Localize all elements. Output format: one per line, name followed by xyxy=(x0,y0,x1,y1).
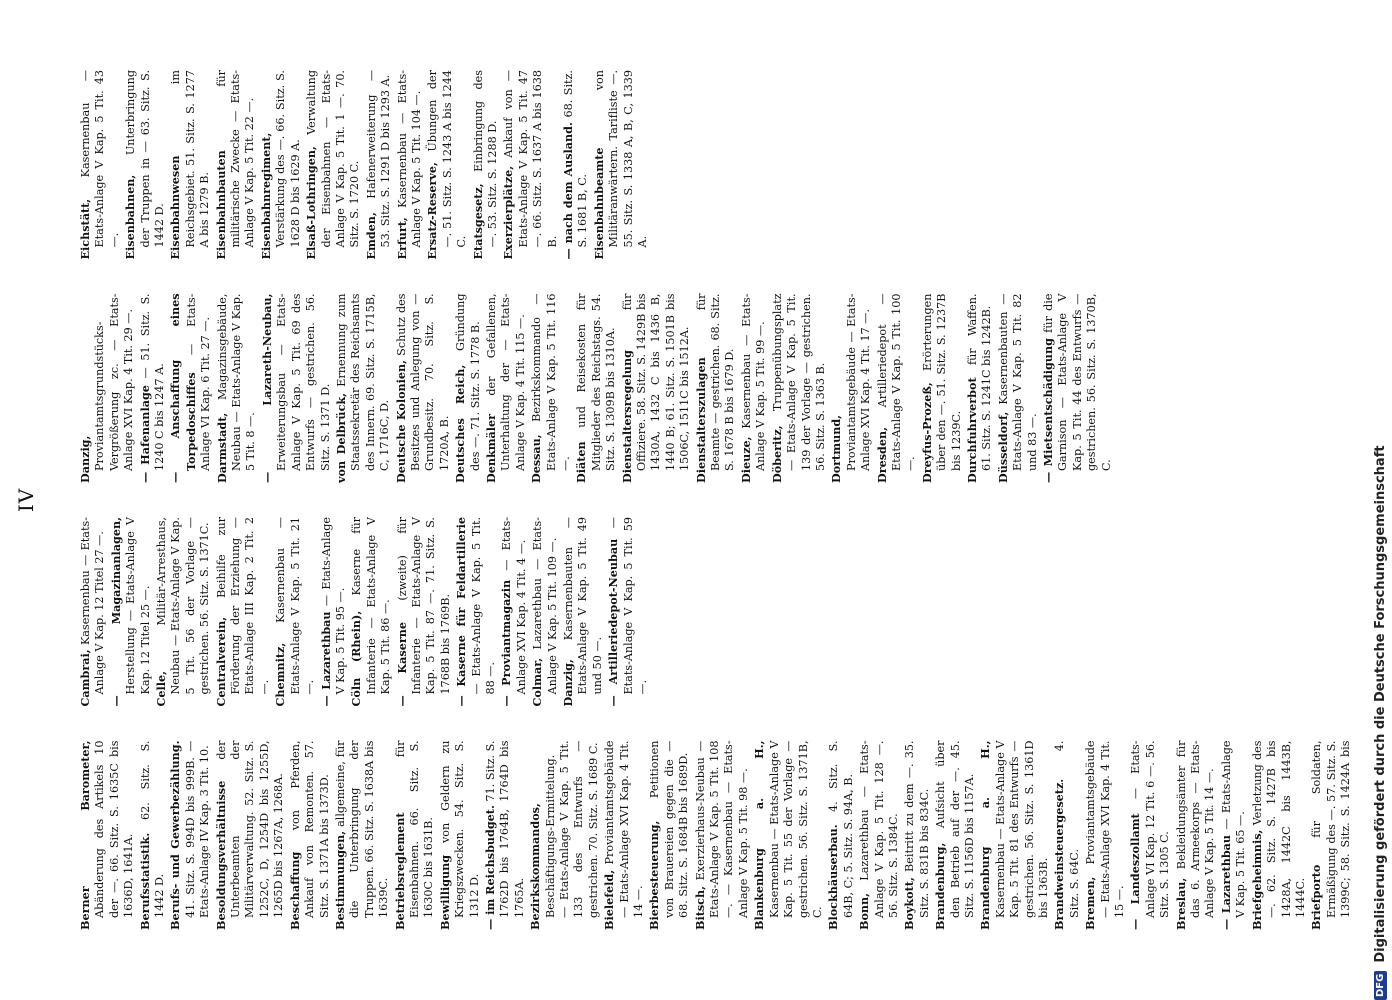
footer-text: Digitalisierung gefördert durch die Deutsche Forschungsgemeinschaft xyxy=(1373,445,1388,963)
entry-reference: Einbringung des —. 53. Sitz. S. 1288 D. xyxy=(471,70,499,248)
entry-reference: Kaserne für Infanterie — Etats-Anlage V Kap. 5 Tit. 86 —. xyxy=(350,517,393,695)
entry-reference: Kasernenbau — Etats-Anlage V Kap. 5 Tit. 43 —. xyxy=(79,70,121,248)
entry-keyword: Celle, xyxy=(154,670,169,707)
index-entry xyxy=(1309,741,1352,931)
entry-keyword: Bezirkskommandos, xyxy=(528,803,543,930)
index-entry xyxy=(259,70,303,260)
index-entry xyxy=(694,294,738,484)
entry-keyword: Centralverein, xyxy=(213,616,228,707)
entry-reference: Bekleidungsämter für das 6. Armeekorps — Etats-Anlage V Kap. 5 Tit. 14 —. xyxy=(1174,740,1217,918)
entry-reference: von Militäranwärtern. Tarifliste —. 55. Sitz. S. 1338 A, B, C, 1339 A. xyxy=(592,70,650,248)
entry-keyword: Blockhäuserbau. xyxy=(826,824,841,930)
index-entry xyxy=(826,741,856,931)
entry-reference: — Etats-Anlage XVI Kap. 4 Tit. 4 —. xyxy=(500,517,528,695)
index-entry xyxy=(770,294,829,484)
entry-keyword: Düsseldorf, xyxy=(995,411,1010,483)
index-entry xyxy=(647,741,691,931)
index-entry xyxy=(393,741,437,931)
index-entry xyxy=(602,741,646,931)
entry-keyword: Brandenburg a. H., xyxy=(978,740,993,930)
entry-keyword: Dieuze, xyxy=(738,436,753,483)
entry-keyword: — Artilleriedepot-Neubau xyxy=(606,538,621,707)
entry-keyword: Bewilligung xyxy=(437,854,452,930)
entry-reference: für Beamte — gestrichen. 68. Sitz. S. 1678 B bis 1679 D. xyxy=(694,293,737,471)
entry-keyword: — Kaserne für Feldartillerie xyxy=(454,517,469,707)
entry-keyword: Danzig, xyxy=(78,435,92,483)
entry-keyword: Cöln (Rhein), xyxy=(349,610,364,707)
index-entry xyxy=(875,294,919,484)
index-entry xyxy=(273,517,317,707)
entry-keyword: — Lazareth-Neubau, xyxy=(259,293,274,483)
entry-reference: Petitionen von Brauereien gegen die — 68. Sitz. S. 1684B bis 1689D. xyxy=(648,740,691,918)
index-entry xyxy=(529,294,573,484)
entry-reference: von Pferden, Ankauf von Remonten. 57. Sitz. S. 1371A bis 1373D. xyxy=(288,740,331,918)
entry-reference: Ernennung zum Staatssekretär des Reichsamts des Innern. 69. Sitz. S. 1715B, C, 1716C, D. xyxy=(334,293,392,471)
entry-keyword: Briefporto xyxy=(1309,864,1324,930)
entry-reference: für Waffen. 61. Sitz. S. 1241C bis 1242B. xyxy=(965,293,994,471)
dfg-logo: DFG xyxy=(1374,971,1387,1000)
entry-reference: 71. Sitz. S. 1762D bis 1764B, 1764D bis 1765A. xyxy=(483,740,526,918)
index-entry xyxy=(499,517,529,707)
entry-keyword: Cambrai, xyxy=(78,649,92,707)
entry-reference: 41. Sitz. S. 994D bis 999B. — Etats-Anlage IV Kap. 3 Tit. 10. xyxy=(183,740,212,918)
entry-reference: Truppenübungsplatz — Etats-Anlage V Kap. 5 Tit. 139 der Vorlage — gestrichen. 56. Sitz. S. 1363 B. xyxy=(770,293,827,471)
entry-reference: Proviantamtsgebäude — Etats-Anlage XVI Kap. 4 Tit. 15 —. xyxy=(1084,740,1127,918)
index-entry xyxy=(933,741,977,931)
index-entry xyxy=(154,517,213,707)
entry-reference: Kasernenbau — Etats-Anlage V Kap. 12 Titel 27 —. xyxy=(79,517,107,695)
entry-keyword: Eisenbahnen, xyxy=(123,174,138,260)
index-entry xyxy=(1128,741,1172,931)
index-entry xyxy=(349,517,393,707)
index-entry xyxy=(214,741,287,931)
entry-keyword: — Landeszollamt xyxy=(1128,813,1143,930)
entry-keyword: Eisenbahnbauten xyxy=(213,150,228,260)
entry-reference: 62. Sitz. S. 1442 D. xyxy=(138,740,167,918)
entry-reference: 4. Sitz. S. 64C. xyxy=(1053,740,1081,918)
entry-reference: für die Garnison — Etats-Anlage V Kap. 5 Tit. 44 des Entwurfs — gestrichen. 56. Sitz. S. 1370B, C. xyxy=(1042,293,1113,471)
entry-reference: Verwaltung der Eisenbahnen — Etats-Anlage V Kap. 5 Tit. 1 —. 70. Sitz. S. 1720 C. xyxy=(305,70,362,248)
entry-reference: Gründung des —. 71. Sitz. S. 1778 B. xyxy=(454,293,482,471)
entry-keyword: — im Reichsbudget. xyxy=(482,805,497,930)
entry-reference: der Unterbeamten der Militärverwaltung. 52. Sitz. S. 1252C, D, 1254D bis 1255D, 1265D bis 1267A, 1268A. xyxy=(214,740,286,918)
entry-keyword: Döberitz, xyxy=(769,425,784,483)
entry-keyword: Ersatz-Reserve, xyxy=(425,162,440,260)
entry-keyword: Darmstadt, xyxy=(214,412,229,483)
index-entry xyxy=(501,70,560,260)
entry-keyword: — Lazarethbau xyxy=(1218,834,1233,930)
entry-keyword: — Lazarethbau xyxy=(318,611,333,707)
entry-keyword: von Delbrück, xyxy=(333,392,348,483)
entry-keyword: Colmar, xyxy=(530,657,545,707)
entry-reference: — Etats-Anlage VI Kap. 12 Tit. 6 —. 56. Sitz. S. 1305 C. xyxy=(1129,740,1172,918)
entry-keyword: Bierbesteuerung, xyxy=(647,820,662,930)
entry-reference: — 51. Sitz. S. 1240 C bis 1247 A. xyxy=(138,293,167,471)
index-entry xyxy=(484,294,528,484)
entry-reference: Lazarethbau — Etats-Anlage V Kap. 5 Tit. 128 —. 56. Sitz. S. 1384C. xyxy=(858,740,900,918)
index-entry xyxy=(395,517,454,707)
index-entry xyxy=(454,517,498,707)
index-entry xyxy=(138,294,168,484)
index-entry xyxy=(394,294,453,484)
entry-reference: Übungen der —. 51. Sitz. S. 1243 A bis 1244 C. xyxy=(426,70,469,248)
entry-reference: — Etats-Anlage V Kap. 5 Tit. 88 —. xyxy=(469,517,497,695)
entry-keyword: Boykott, xyxy=(902,877,917,930)
index-entry xyxy=(752,741,825,931)
entry-keyword: Eisenbahnregiment, xyxy=(258,132,273,260)
index-entry xyxy=(693,741,752,931)
entry-reference: Lazarethbau — Etats-Anlage V Kap. 5 Tit. 109 —. xyxy=(531,517,559,695)
entry-reference: Exerzierhaus-Neubau — Etats-Anlage V Kap. 5 Tit. 108 —. — Kasernenbau — Etats-Anlage V Kap. 5 Tit. 98 —. xyxy=(693,740,750,918)
entry-reference: Proviantamtsgebäude — Etats-Anlage XVI Kap. 4 Tit. 14 —. xyxy=(603,740,646,918)
entry-reference: Unterbringung der Truppen in — 63. Sitz. S. 1442 D. xyxy=(124,70,167,248)
index-entry xyxy=(334,294,393,484)
index-entry xyxy=(78,70,122,260)
entry-keyword: Dortmund, xyxy=(829,414,844,483)
entry-reference: Kasernenbau — Etats-Anlage V Kap. 5 Tit. 21 —. xyxy=(274,517,317,695)
entry-keyword: Dienstalterszulagen xyxy=(693,357,708,483)
entry-reference: Beihilfe zur Förderung der Erziehung — Etats-Anlage III Kap. 2 Tit. 2 —. xyxy=(214,517,271,695)
index-entry xyxy=(561,517,605,707)
index-entry xyxy=(438,741,482,931)
column-3 xyxy=(78,294,1352,484)
entry-reference: — Etats-Anlage V Kap. 5 Tit. 59 —. xyxy=(607,517,650,695)
entry-keyword: — Mietsentschädigung xyxy=(1041,338,1055,483)
entry-keyword: Diäten xyxy=(574,441,589,483)
column-2 xyxy=(78,517,1352,707)
entry-reference: Bezirkskommando — Etats-Anlage V Kap. 5 Tit. 116 —. xyxy=(530,293,572,471)
entry-keyword: Exerzierplätze, xyxy=(501,165,516,260)
entry-reference: der Gefallenen, Unterhaltung der — Etats-Anlage V Kap. 4 Tit. 115 —. xyxy=(484,293,527,471)
entry-keyword: Berner Barometer, xyxy=(78,740,92,930)
entry-keyword: Brandenburg, xyxy=(933,842,948,930)
index-entry xyxy=(395,70,425,260)
entry-keyword: Bremen, xyxy=(1083,876,1098,930)
entry-reference: von Geldern zu Kriegszwecken. 54. Sitz. S. 1312 D. xyxy=(438,740,481,918)
index-entry xyxy=(214,70,258,260)
entry-reference: (zweite) für Infanterie — Etats-Anlage V Kap. 5 Tit. 87 —. 71. Sitz. S. 1768B bis 1769B. xyxy=(395,517,452,695)
entry-keyword: Deutsches Reich, xyxy=(453,364,468,483)
index-entry xyxy=(168,741,212,931)
entry-keyword: Brandweinsteuergesetz. xyxy=(1052,778,1067,930)
index-entry xyxy=(260,294,333,484)
index-entry xyxy=(739,294,769,484)
entry-reference: Abänderung des Artikels 10 der —. 66. Sitz. S. 1635C bis 1636D, 1641A. xyxy=(93,740,136,918)
entry-keyword: Dienstaltersregelung xyxy=(619,350,634,483)
entry-reference: Herstellung — Etats-Anlage V Kap. 12 Titel 25 —. xyxy=(124,517,152,695)
entry-reference: Beitritt zu dem —. 35. Sitz. S. 831B bis 834C. xyxy=(903,740,931,918)
index-entry xyxy=(1041,294,1114,484)
entry-keyword: Berufsstatistik. xyxy=(137,832,152,930)
entry-keyword: — Magazinanlagen, xyxy=(108,517,123,707)
index-entry xyxy=(453,294,483,484)
index-entry xyxy=(857,741,901,931)
entry-reference: Verstärkung des —. 66. Sitz. S. 1628 D bis 1629 A. xyxy=(274,70,302,248)
index-entry xyxy=(829,294,873,484)
entry-keyword: Bonn, xyxy=(857,892,872,930)
entry-keyword: Besoldungsverhältnisse xyxy=(213,780,228,930)
entry-keyword: Dreyfus-Prozeß, xyxy=(919,382,934,483)
entry-keyword: Emden, xyxy=(363,212,378,260)
entry-keyword: Elsaß-Lothringen, xyxy=(304,146,319,260)
column-1 xyxy=(78,741,1352,931)
index-entry xyxy=(109,517,153,707)
entry-reference: Erörterungen über den —. 51. Sitz. S. 1237B bis 1239C. xyxy=(920,293,963,471)
index-entry xyxy=(214,517,273,707)
index-entry xyxy=(319,517,349,707)
index-entry xyxy=(1250,741,1309,931)
index-entry xyxy=(965,294,995,484)
index-columns xyxy=(78,70,1352,930)
entry-keyword: Danzig, xyxy=(561,659,575,707)
entry-reference: 68. Sitz. S. 1681 B, C. xyxy=(562,70,590,248)
entry-reference: Kasernenbauten — Etats-Anlage V Kap. 5 Tit. 49 und 50 —. xyxy=(562,517,604,695)
index-entry xyxy=(996,294,1040,484)
entry-keyword: Beschaffung xyxy=(287,851,302,930)
entry-reference: Kasernenbauten — Etats-Anlage V Kap. 5 Tit. 82 und 83 —. xyxy=(996,293,1039,471)
index-entry xyxy=(78,517,108,707)
entry-reference: Beschäftigungs-Ermittelung. — Etats-Anlage V Kap. 5 Tit. 133 des Entwurfs — gestrichen. 70. Sitz. S. 1689 C. xyxy=(543,740,600,918)
entry-keyword: Deutsche Kolonien, xyxy=(393,359,408,483)
entry-keyword: Erfurt, xyxy=(394,217,409,260)
entry-reference: Aufsicht über den Betrieb auf der —. 45. Sitz. S. 1156D bis 1157A. xyxy=(934,740,976,918)
entry-reference: Magazinsgebäude, Neubau — Etats-Anlage V Kap. 5 Tit. 8 —. xyxy=(215,293,258,471)
index-entry xyxy=(592,70,651,260)
index-entry xyxy=(138,741,168,931)
entry-keyword: Eichstätt, xyxy=(78,198,92,260)
entry-reference: Kasernenbau — Etats-Anlage V Kap. 5 Tit. 81 des Entwurfs — gestrichen. 56. Sitz. S. 1361D bis 1363B. xyxy=(993,740,1050,918)
entry-reference: für Offiziere. 58. Sitz. S. 1429B bis 1430A, 1432 C bis 1436 B, 1440 B; 61. Sitz. S. 1501B bis 1506C, 1511C bis 1512A. xyxy=(620,293,692,471)
entry-keyword: Betriebsreglement xyxy=(392,812,407,930)
index-entry xyxy=(1219,741,1249,931)
index-entry xyxy=(168,294,213,484)
entry-reference: im Reichsgebiet. 51. Sitz. S. 1277 A bis 1279 B. xyxy=(169,70,212,248)
entry-keyword: — Anschaffung eines Torpedoschiffes xyxy=(168,293,198,483)
index-entry xyxy=(333,741,392,931)
entry-reference: Verletzung des —. 62. Sitz. S. 1427B bis 1428A, 1442C bis 1443B, 1444C. xyxy=(1250,740,1307,918)
index-entry xyxy=(574,294,618,484)
entry-reference: für Eisenbahnen. 66. Sitz. S. 1630C bis 1631B. xyxy=(393,740,436,918)
index-entry xyxy=(530,517,560,707)
entry-reference: — Etats-Anlage V Kap. 5 Tit. 65 —. xyxy=(1219,740,1248,918)
entry-reference: 4. Sitz. S. 64B, C; 5. Sitz. S. 94A, B. xyxy=(827,740,855,918)
entry-reference: Erweiterungsbau — Etats-Anlage V Kap. 5 Tit. 69 des Entwurfs — gestrichen. 56. Sitz. S. 1371 D. xyxy=(275,293,332,471)
entry-reference: für Soldaten, Ermäßigung des —. 57. Sitz. S. 1399C; 58. Sitz. S. 1424A bis xyxy=(1310,740,1352,918)
entry-keyword: Eisenbahnbeamte xyxy=(591,147,606,260)
entry-reference: Ankauf von — Etats-Anlage V Kap. 5 Tit. 47 —. 66. Sitz. S. 1637 A bis 1638 B. xyxy=(502,70,559,248)
entry-keyword: Etatsgesetz, xyxy=(470,183,485,260)
index-entry xyxy=(920,294,964,484)
index-entry xyxy=(471,70,501,260)
index-entry xyxy=(304,70,363,260)
entry-reference: Militär-Arresthaus, Neubau — Etats-Anlage V Kap. 5 Tit. 56 der Vorlage — gestrichen. 56. Sitz. S. 1371C. xyxy=(155,517,212,695)
entry-keyword: Berufs- und Gewerbezählung. xyxy=(168,740,183,930)
index-entry xyxy=(425,70,469,260)
entry-keyword: Dessau, xyxy=(529,434,544,483)
entry-keyword: — Hafenanlage xyxy=(137,385,152,483)
index-entry xyxy=(78,741,137,931)
entry-reference: für militärische Zwecke — Etats-Anlage V Kap. 5 Tit. 22 —. xyxy=(214,70,257,248)
index-entry xyxy=(364,70,394,260)
index-entry xyxy=(902,741,932,931)
index-entry xyxy=(1052,741,1082,931)
entry-keyword: Briefgeheimnis, xyxy=(1249,829,1264,930)
index-entry xyxy=(168,70,212,260)
entry-reference: Artilleriedepot — Etats-Anlage V Kap. 5 Tit. 100 —. xyxy=(875,293,918,471)
entry-keyword: — Kaserne xyxy=(394,622,409,707)
index-entry xyxy=(78,294,137,484)
index-entry xyxy=(1174,741,1218,931)
index-entry xyxy=(215,294,259,484)
index-entry xyxy=(288,741,332,931)
entry-keyword: Breslau, xyxy=(1173,877,1188,930)
entry-keyword: — nach dem Ausland. xyxy=(561,122,575,260)
column-4 xyxy=(78,70,1352,260)
entry-reference: Hafenerweiterung — 53. Sitz. S. 1291 D bis 1293 A. xyxy=(364,70,393,248)
entry-keyword: Chemnitz, xyxy=(273,642,288,707)
entry-reference: und Reisekosten für Mitglieder des Reichstags. 54. Sitz. S. 1309B bis 1310A. xyxy=(575,293,618,471)
entry-keyword: Bielefeld, xyxy=(602,869,617,930)
entry-reference: Proviantamtsgrundstücks-Vergrößerung zc. — Etats-Anlage XVI Kap. 4 Tit. 29 —. xyxy=(93,293,136,471)
entry-keyword: Eisenbahnwesen xyxy=(168,155,183,260)
entry-keyword: Denkmäler xyxy=(483,413,498,483)
entry-reference: — Etats-Anlage V Kap. 5 Tit. 95 —. xyxy=(319,517,347,695)
entry-keyword: — Proviantmagazin xyxy=(499,579,514,707)
entry-reference: Kasernenbau — Etats-Anlage V Kap. 5 Tit. 104 —. xyxy=(395,70,423,248)
index-entry xyxy=(123,70,167,260)
entry-keyword: Bitsch, xyxy=(692,885,707,930)
page-number: IV xyxy=(14,487,38,513)
index-entry xyxy=(528,741,601,931)
index-entry xyxy=(620,294,693,484)
entry-reference: Kasernenbau — Etats-Anlage V Kap. 5 Tit. 55 der Vorlage — gestrichen. 56. Sitz. S. 1371B, C. xyxy=(767,740,824,918)
entry-reference: Schutz des Besitzes und Anlegung von — Grundbesitz. 70. Sitz. S. 1720A, B. xyxy=(394,293,451,471)
entry-reference: — Etats-Anlage VI Kap. 6 Tit. 27 —. xyxy=(184,293,213,471)
index-entry xyxy=(978,741,1051,931)
digitization-footer xyxy=(1373,0,1388,1000)
index-entry xyxy=(606,517,650,707)
entry-keyword: Dresden, xyxy=(874,427,889,483)
entry-keyword: Blankenburg a. H., xyxy=(752,740,767,930)
entry-reference: Kasernenbau — Etats-Anlage V Kap. 5 Tit. 99 —. xyxy=(739,293,768,471)
entry-keyword: Bestimmungen, xyxy=(332,830,347,930)
index-entry xyxy=(561,70,591,260)
entry-keyword: Durchfuhrverbot xyxy=(964,377,979,483)
entry-reference: Proviantamtsgebäude — Etats-Anlage XVI Kap. 4 Tit. 17 —. xyxy=(844,293,873,471)
entry-reference: allgemeine, für die Unterbringung der Truppen. 66. Sitz. S. 1638A bis 1639C. xyxy=(333,740,391,918)
index-entry xyxy=(1083,741,1127,931)
index-entry xyxy=(483,741,527,931)
